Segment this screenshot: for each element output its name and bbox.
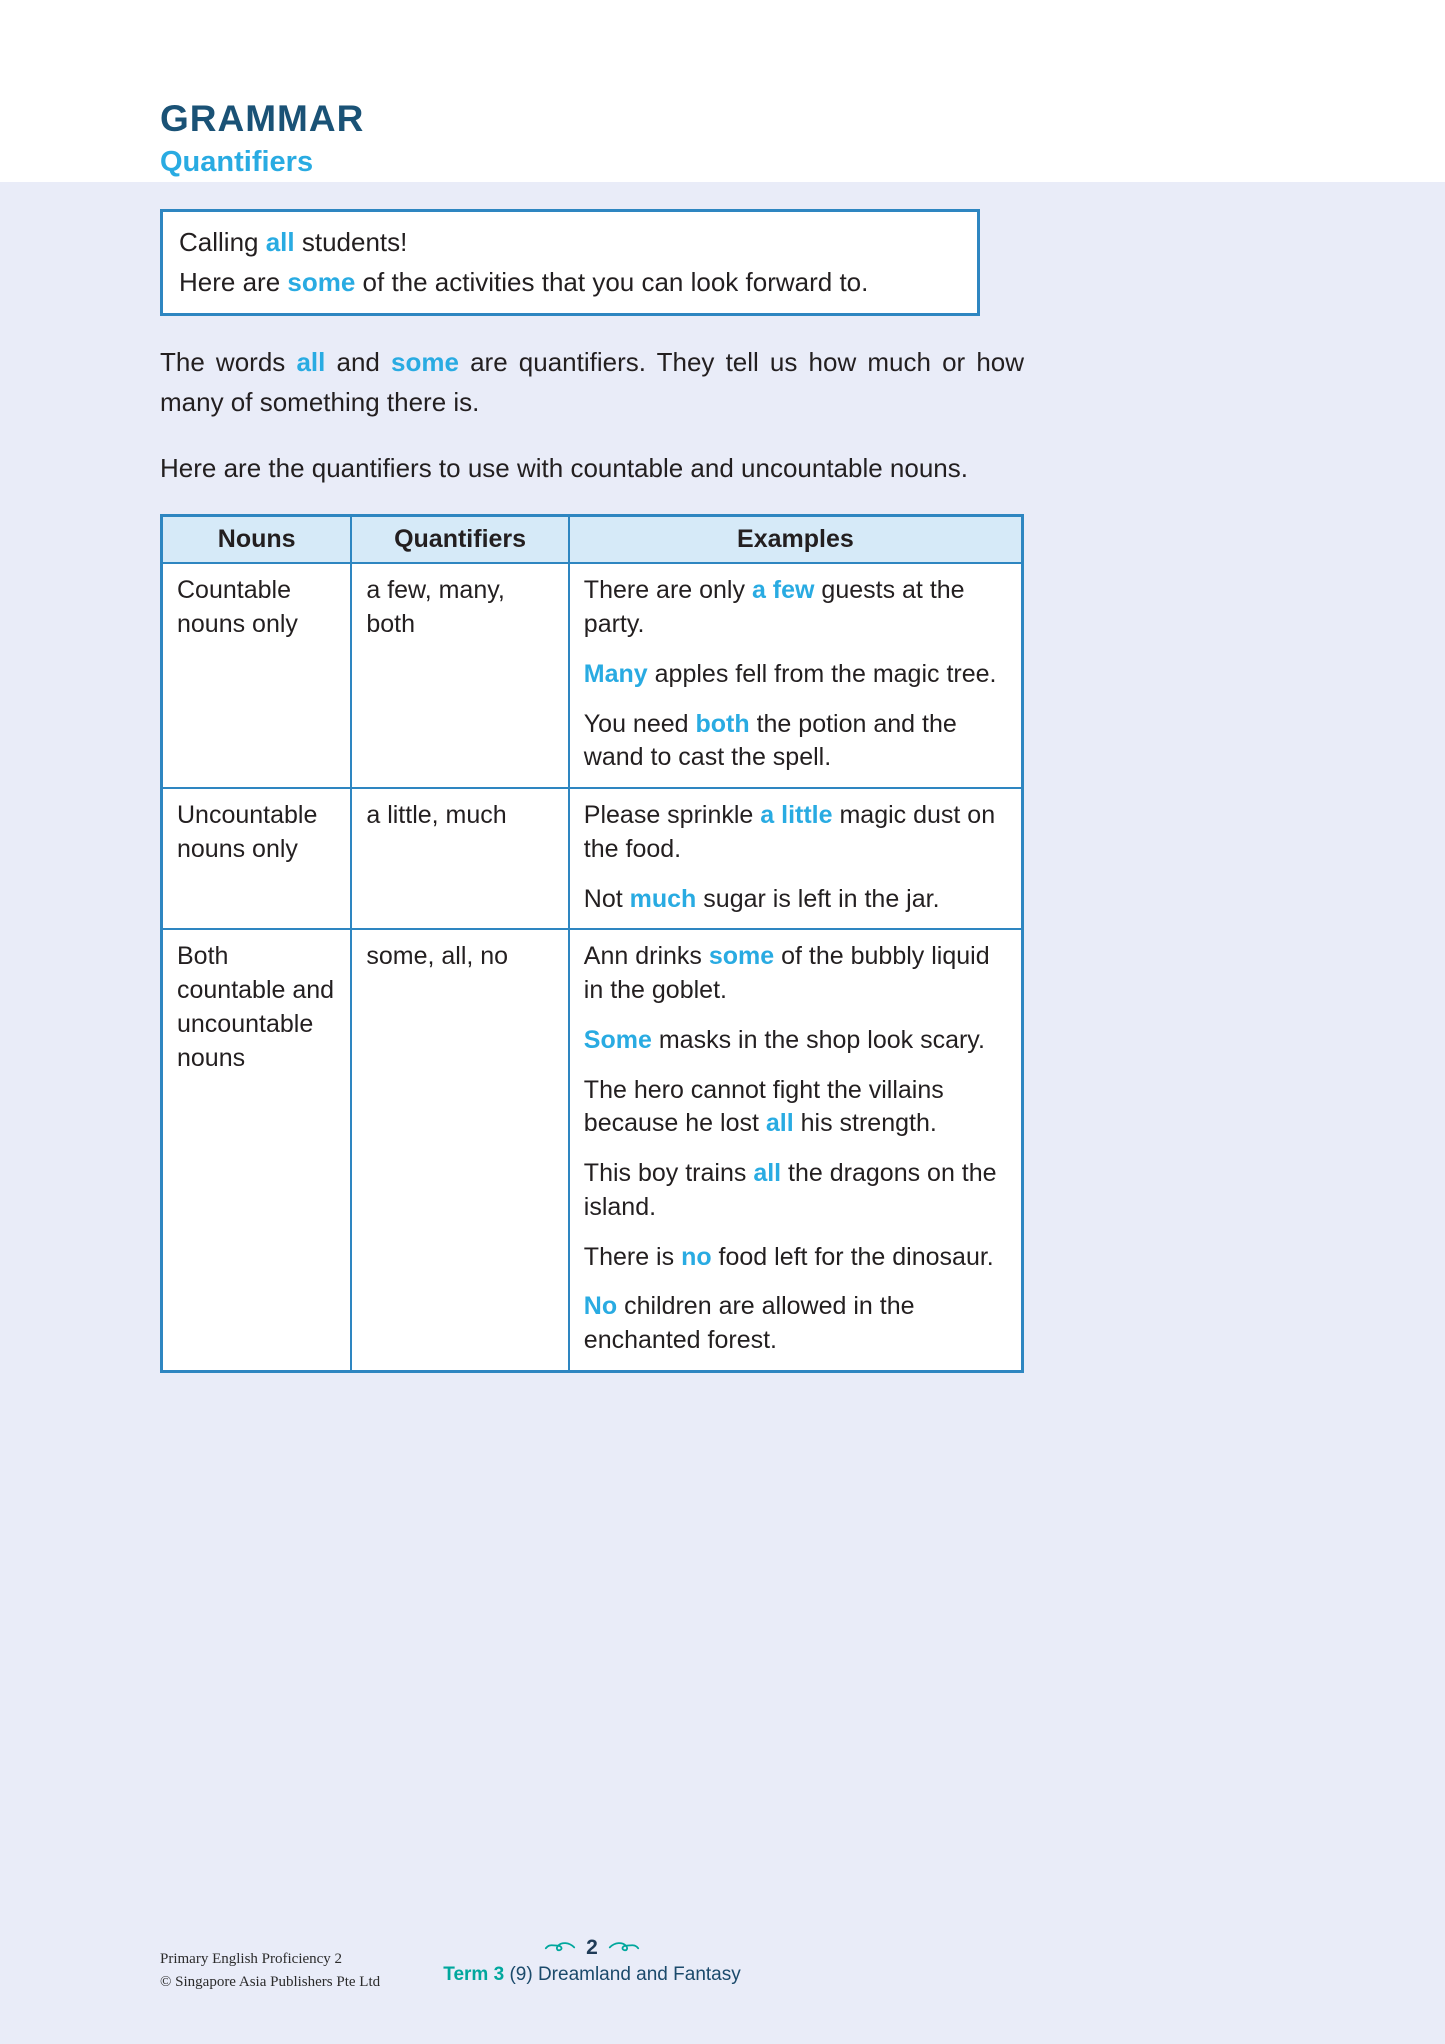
intro-paragraph: [160, 342, 1024, 423]
example-sentence: [584, 799, 1007, 867]
text-segment: students!: [294, 227, 408, 257]
example-sentence: [584, 1290, 1007, 1358]
example-sentence: [584, 1157, 1007, 1225]
text-segment: the dragons on the island.: [583, 1159, 997, 1221]
quantifiers-cell: some, all, no: [351, 929, 568, 1371]
imprint-series: Primary English Proficiency 2: [160, 1951, 343, 1967]
column-header-nouns: Nouns: [162, 516, 352, 564]
examples-cell: [569, 788, 1023, 929]
flourish-left-icon: [544, 1940, 576, 1953]
term-label: Term 3: [443, 1964, 505, 1985]
text-segment: Ann drinks: [583, 942, 709, 971]
example-sentence: [584, 658, 1007, 692]
example-sentence: [584, 940, 1007, 1008]
callout-line: [179, 262, 961, 302]
text-segment: Here are the quantifiers to use with countable and uncountable nouns.: [160, 453, 968, 484]
highlighted-word: a little: [760, 801, 833, 830]
table-row: [162, 929, 1023, 1371]
text-segment: are quantifiers. They tell us how much or how many of something there is.: [160, 346, 1025, 417]
page-subtitle: Quantifiers: [160, 146, 314, 178]
highlighted-word: No: [583, 1292, 618, 1321]
text-segment: You need: [583, 709, 696, 738]
page-number-row: [160, 1936, 1024, 1960]
highlighted-word: some: [708, 942, 775, 971]
highlighted-word: all: [296, 346, 326, 377]
footer-chapter-row: [160, 1964, 1024, 1986]
column-header-examples: Examples: [569, 516, 1023, 564]
highlighted-word: a few: [751, 576, 815, 605]
noun-type-cell: Countable nouns only: [162, 563, 352, 788]
page-number: 2: [586, 1936, 598, 1959]
highlighted-word: all: [753, 1159, 782, 1188]
text-segment: This boy trains: [583, 1159, 754, 1188]
quantifiers-cell: a little, much: [351, 788, 568, 929]
callout-line: [179, 222, 961, 262]
text-segment: and: [325, 346, 392, 377]
noun-type-cell: Uncountable nouns only: [162, 788, 352, 929]
example-sentence: [584, 1024, 1007, 1058]
text-segment: There are only: [583, 576, 752, 605]
example-sentence: [584, 1074, 1007, 1142]
highlighted-word: all: [765, 1109, 794, 1138]
quantifiers-cell: a few, many, both: [351, 563, 568, 788]
highlighted-word: much: [629, 884, 697, 913]
callout-box: [160, 209, 980, 316]
text-segment: masks in the shop look scary.: [651, 1025, 985, 1054]
example-sentence: [584, 1241, 1007, 1275]
intro-paragraph: [160, 448, 1024, 488]
highlighted-word: Some: [583, 1025, 652, 1054]
highlighted-word: all: [265, 227, 295, 257]
example-sentence: [584, 708, 1007, 776]
table-header-row: [162, 516, 1023, 564]
column-header-quantifiers: Quantifiers: [351, 516, 568, 564]
examples-cell: [569, 929, 1023, 1371]
text-segment: There is: [583, 1242, 682, 1271]
text-segment: sugar is left in the jar.: [696, 884, 940, 913]
text-segment: the potion and the wand to cast the spell.: [583, 709, 957, 772]
highlighted-word: some: [391, 346, 459, 377]
text-segment: children are allowed in the enchanted forest.: [583, 1292, 915, 1355]
text-segment: guests at the party.: [583, 576, 965, 639]
text-segment: of the bubbly liquid in the goblet.: [583, 942, 990, 1005]
text-segment: of the activities that you can look forward to.: [355, 267, 869, 298]
page-content: [160, 0, 1024, 1373]
highlighted-word: both: [695, 709, 750, 738]
text-segment: magic dust on the food.: [583, 801, 996, 863]
text-segment: apples fell from the magic tree.: [647, 659, 997, 688]
table-row: [162, 788, 1023, 929]
example-sentence: [584, 883, 1007, 917]
text-segment: his strength.: [793, 1109, 937, 1138]
text-segment: Not: [583, 884, 630, 913]
footer-center: [160, 1936, 1024, 1986]
page-title: GRAMMAR: [160, 98, 365, 139]
flourish-right-icon: [608, 1940, 640, 1953]
highlighted-word: some: [287, 267, 356, 298]
highlighted-word: no: [681, 1242, 712, 1271]
text-segment: Calling: [179, 227, 266, 257]
table-row: [162, 563, 1023, 788]
examples-cell: [569, 563, 1023, 788]
text-segment: Please sprinkle: [583, 801, 761, 830]
imprint-copyright: © Singapore Asia Publishers Pte Ltd: [160, 1973, 381, 1990]
chapter-label: (9) Dreamland and Fantasy: [504, 1964, 741, 1985]
text-segment: food left for the dinosaur.: [711, 1242, 994, 1271]
text-segment: The hero cannot fight the villains because he lost: [583, 1075, 944, 1138]
noun-type-cell: Both countable and uncountable nouns: [162, 929, 352, 1371]
highlighted-word: Many: [583, 659, 648, 688]
example-sentence: [584, 574, 1007, 642]
text-segment: The words: [160, 346, 297, 377]
text-segment: Here are: [179, 267, 288, 298]
quantifiers-table: [160, 514, 1024, 1373]
